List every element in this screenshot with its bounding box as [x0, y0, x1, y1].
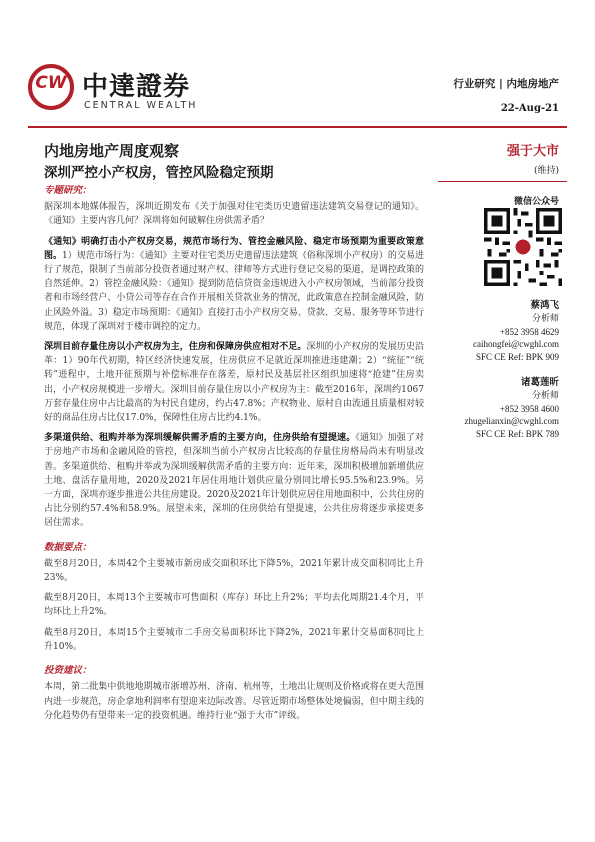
- rating-label: 强于大市: [506, 144, 559, 159]
- page-subtitle: 深圳严控小产权房，管控风险稳定预期: [44, 165, 274, 181]
- logo-english-name: CENTRAL WEALTH: [84, 100, 198, 111]
- topic-paragraph-2: [44, 235, 424, 334]
- header-divider: [28, 126, 567, 128]
- analyst-name: 诸葛莲昕: [520, 377, 559, 388]
- analyst-phone: +852 3958 4629: [499, 326, 559, 337]
- topic-paragraph-3: [44, 340, 424, 425]
- topic-paragraph-4: [44, 431, 424, 530]
- investment-paragraph: 本周，第二批集中供地地期城市浙增苏州、济南、杭州等，土地出让规则及价格或将在更大范围内进一步规范，房企拿地利润率有望迎来边际改善。尽管近期市场整体处境偏弱，但中期主线的分化趋势仍有望带来一定的投资机遇。维持行业“强于大市”评级。: [44, 682, 424, 721]
- analyst-sfc-ref: SFC CE Ref: BPK 909: [475, 352, 559, 363]
- wechat-label: 微信公众号: [513, 197, 559, 207]
- sidebar-divider: [438, 181, 567, 182]
- analyst-phone: +852 3958 4600: [499, 403, 559, 414]
- topic-paragraph-3-text: 深圳的小产权房的发展历史沿革：1）90年代初期，特区经济快速发展，住房供应不足就近深圳推进违建潮；2）“统征”“统转”进程中，土地开征预期与补偿标准存在落差，原村民及基层社区组织加速将“抢建”住房卖出，小产权房规模进一步增大。深圳目前存量住房以小产权房为主：截至2016年，深圳约1067万套存量住房中占比最高的为村民自建房，约占47.8%；产权物业、原村自由流通且质量相对较好的商品住房占比仅17.0%，保障性住房占比约4.1%。: [44, 342, 424, 424]
- analyst-title: 分析师: [531, 313, 559, 324]
- section-heading-topic: 专题研究：: [44, 185, 92, 196]
- analyst-card: [473, 300, 559, 364]
- topic-paragraph-4-text: 《通知》加强了对于房地产市场和金融风险的管控，但深圳当前小产权房占比较高的存量住房格局尚未有明显改善。多渠道供给、租购并举或为深圳缓解供需矛盾的主要方向：近年来，深圳积极增加新增供应土地、盘活存量用地，2020及2021年居住用地计划供应量分别同比增长95.5%和23.9%。另一方面，深圳亦逐步推进公共住房建设。2020及2021年计划供应居住用地面积中，公共住房的占比分别约57.4%和58.9%。展望未来，深圳的住房供给有望提速，公共住房将逐步承接更多居住需求。: [44, 433, 424, 529]
- rating-note: (维持): [533, 166, 559, 176]
- report-category: 行业研究 | 内地房地产: [453, 78, 559, 90]
- section-heading-data: 数据要点：: [44, 541, 92, 553]
- logo-chinese-name: 中達證券: [82, 72, 191, 102]
- analyst-email[interactable]: caihongfei@cwghl.com: [472, 339, 559, 350]
- analyst-sfc-ref: SFC CE Ref: BPK 789: [475, 429, 559, 440]
- logo-mark: CW: [35, 73, 67, 93]
- report-date: 22-Aug-21: [500, 103, 559, 114]
- topic-paragraph-2-text: 1）规范市场行为：《通知》主要对住宅类历史遗留违法建筑（俗称深圳小产权房）的交易进行了规范，限制了当前部分投资者通过财产权、律师等方式进行登记交易的渠道，是调控政策的自然延伸。2）管控金融风险：《通知》提到防范信贷资金违规进入小产权房领域，当前部分投资者和市场经营户、小贷公司等存在合作开展相关贷款业务的情况，此政策意在控制金融风险，防止风险外溢。3）稳定市场预期：《通知》直接打击小产权房交易、贷款、交易、服务等环节进行规范，体现了深圳对于楼市调控的定力。: [44, 250, 424, 332]
- wechat-qr-code-icon: [484, 208, 562, 286]
- report-body: [44, 184, 424, 729]
- section-heading-investment: 投资建议：: [44, 665, 92, 677]
- data-paragraph-1: 截至8月20日，本周42个主要城市新房成交面积环比下降5%，2021年累计成交面积同比上升23%。: [44, 558, 424, 584]
- data-paragraph-2: 截至8月20日，本周13个主要城市可售面积（库存）环比上升2%；平均去化周期21.4个月，平均环比上升2%。: [44, 593, 424, 618]
- topic-paragraph-4-lead: 多渠道供给、租购并举为深圳缓解供需矛盾的主要方向，住房供给有望提速。: [44, 433, 356, 444]
- data-paragraph-3: 截至8月20日，本周15个主要城市二手房交易面积环比下降2%，2021年累计交易面积同比上升10%。: [44, 627, 424, 652]
- company-logo: [28, 64, 218, 120]
- analyst-title: 分析师: [531, 390, 559, 401]
- topic-paragraph-3-lead: 深圳目前存量住房以小产权房为主，住房和保障房供应相对不足。: [44, 342, 307, 353]
- analyst-name: 蔡鸿飞: [530, 300, 559, 311]
- topic-paragraph-1: 据深圳本地媒体报告，深圳近期发布《关于加强对住宅类历史遗留违法建筑交易登记的通知》。《通知》主要内容几何？深圳将如何破解住房供需矛盾？: [44, 202, 424, 227]
- topic-paragraph-2-lead: 《通知》明确打击小产权房交易，规范市场行为、管控金融风险、稳定市场预期为重要政策意图。: [44, 236, 424, 261]
- analyst-card: [464, 377, 559, 441]
- page-title: 内地房地产周度观察: [44, 142, 180, 160]
- analyst-email[interactable]: zhugelianxin@cwghl.com: [464, 416, 559, 427]
